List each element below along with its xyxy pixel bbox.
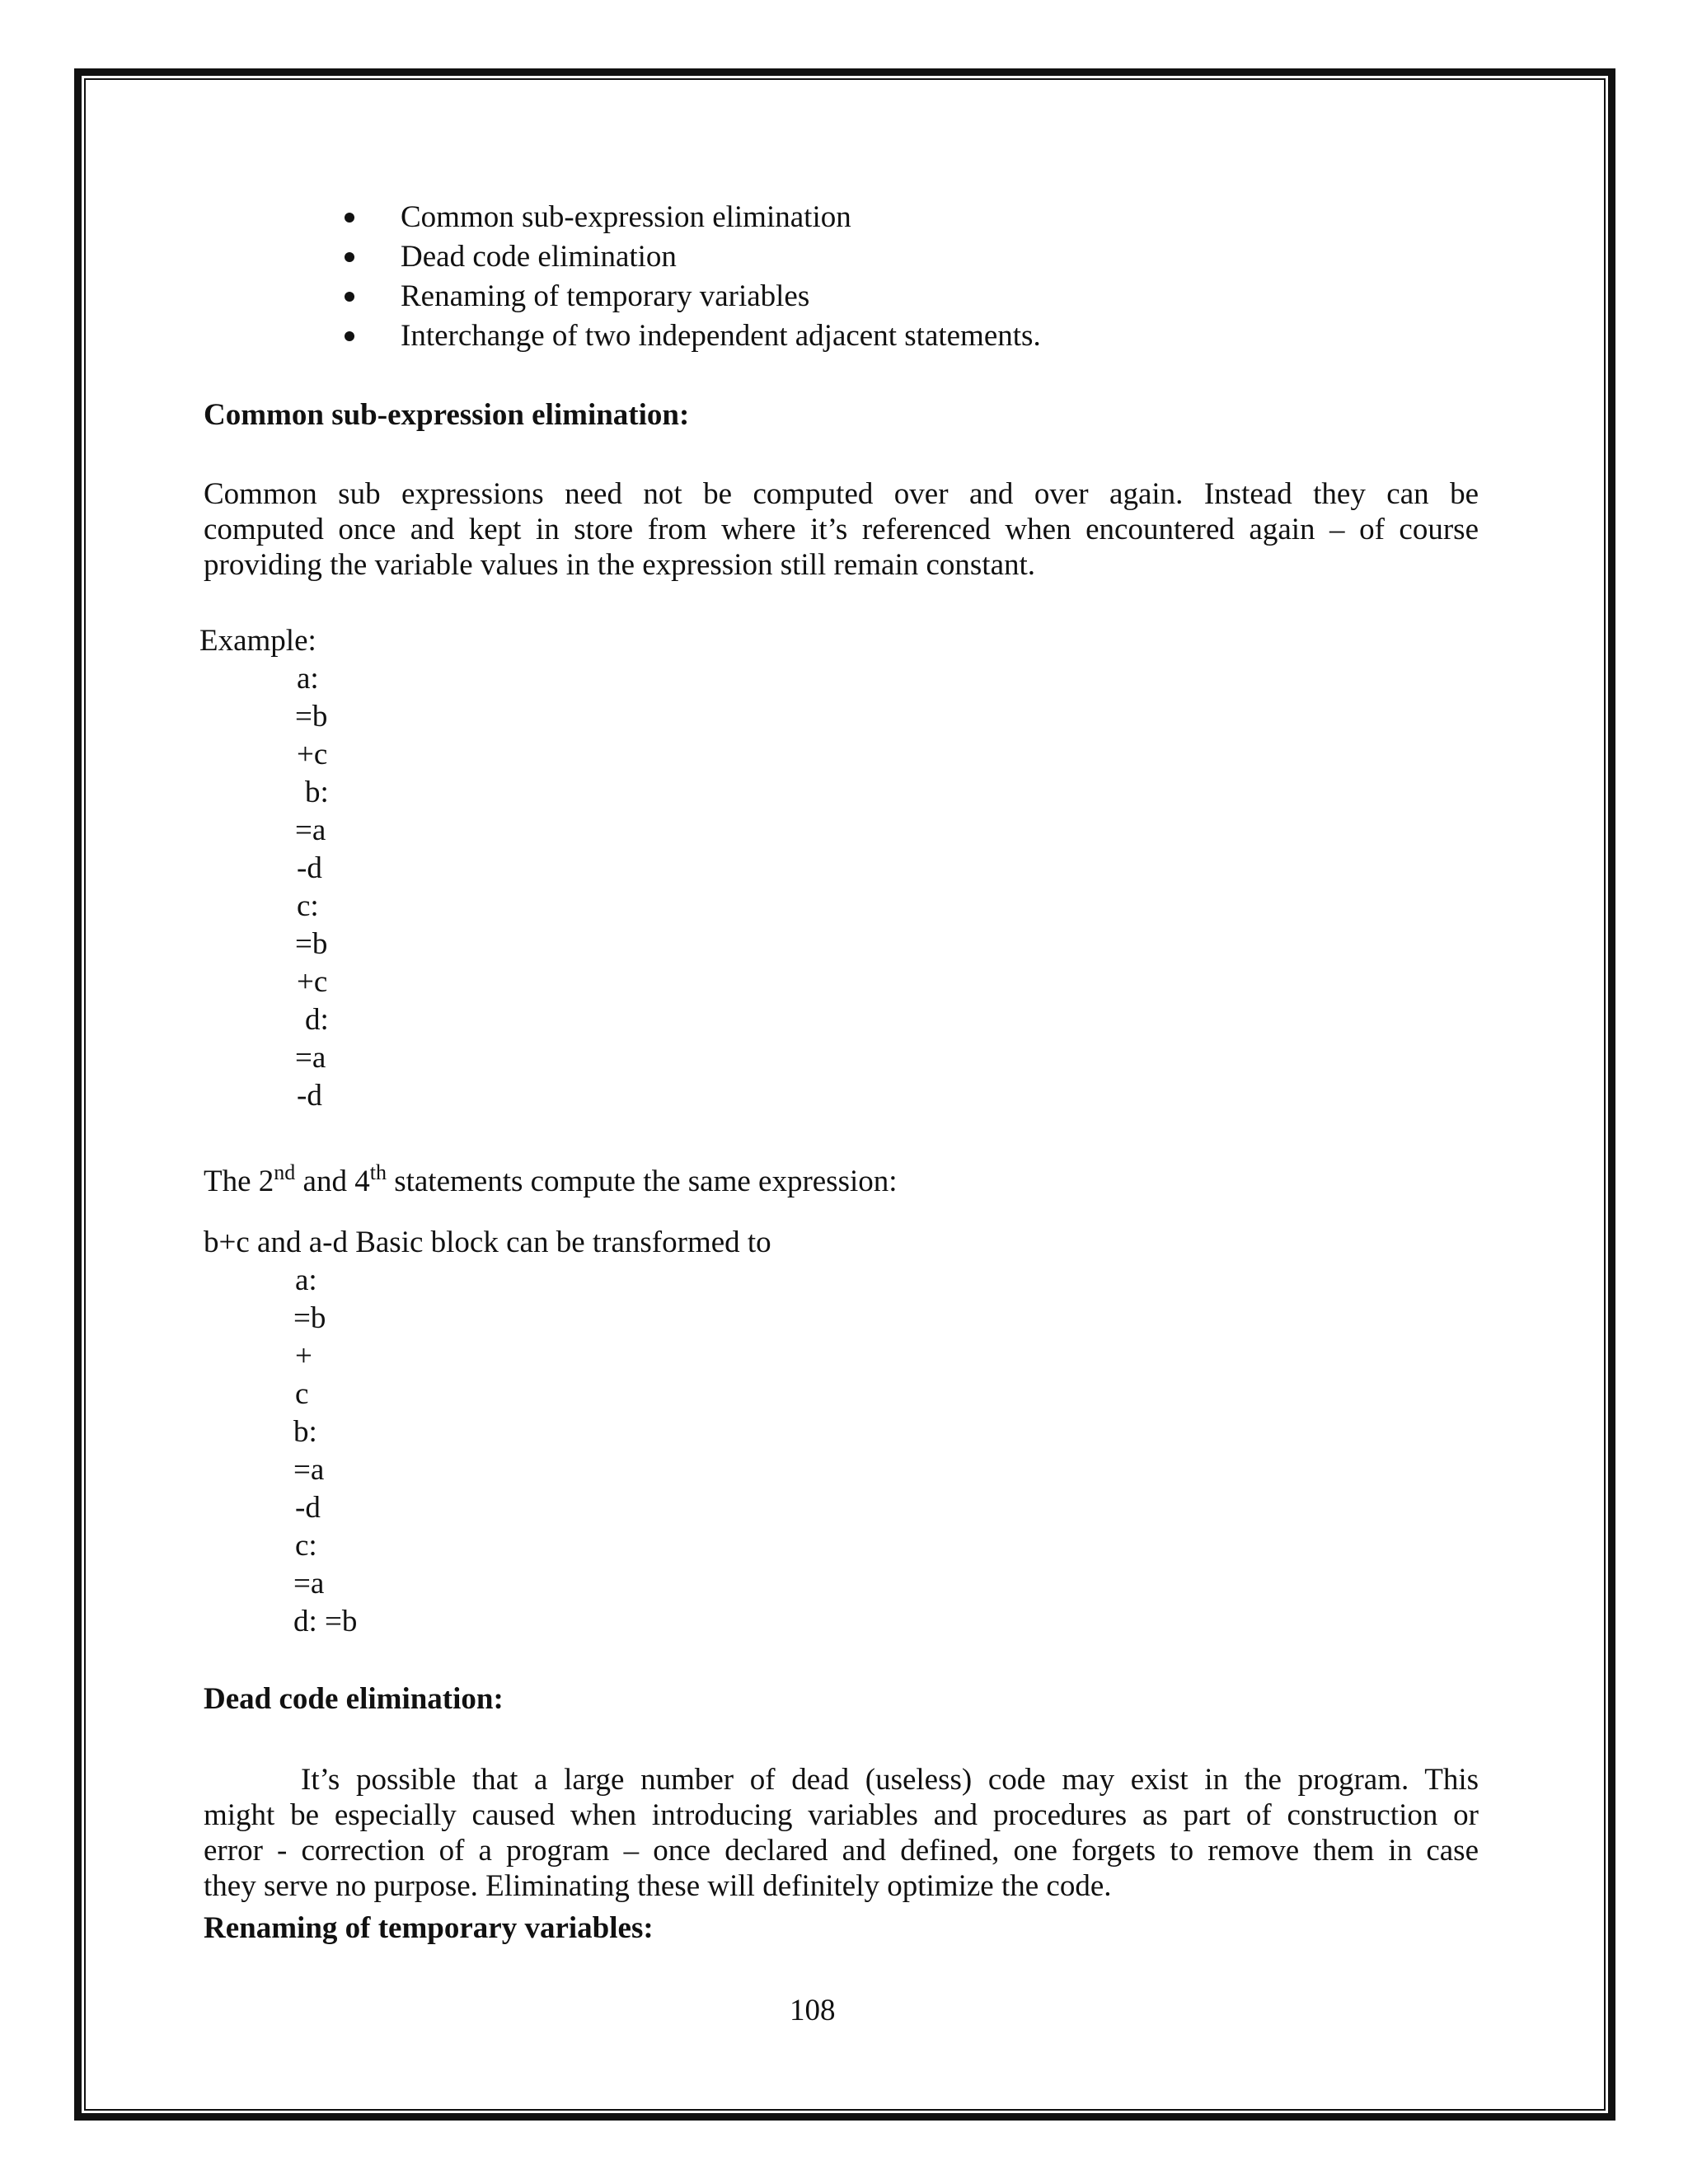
example-label: Example: xyxy=(199,624,316,658)
statement-sup-th: th xyxy=(369,1160,387,1184)
code-line: c: xyxy=(295,1529,317,1563)
code-line: =a xyxy=(295,1041,326,1075)
code-line: b: xyxy=(293,1415,317,1449)
bullet-icon xyxy=(345,213,354,223)
bullet-item: Interchange of two independent adjacent statements. xyxy=(401,319,1041,353)
section2-paragraph xyxy=(204,1762,1479,1904)
paragraph-line: might be especially caused when introducing variables and procedures as part of construction or xyxy=(204,1798,1479,1832)
paragraph-line: error - correction of a program – once declared and defined, one forgets to remove them in case xyxy=(204,1834,1479,1868)
code-line: -d xyxy=(297,1079,322,1113)
section-heading-renaming: Renaming of temporary variables: xyxy=(204,1911,654,1945)
paragraph-line: computed once and kept in store from where it’s referenced when encountered again – of course xyxy=(204,513,1479,546)
code-line: -d xyxy=(295,1491,321,1525)
code-line: +c xyxy=(297,738,328,771)
transform-line: b+c and a-d Basic block can be transformed to xyxy=(204,1226,771,1259)
code-line: =a xyxy=(295,813,326,847)
paragraph-line: providing the variable values in the expression still remain constant. xyxy=(204,548,1036,582)
code-line: a: xyxy=(295,1263,317,1297)
bullet-icon xyxy=(345,292,354,302)
code-line: + xyxy=(295,1339,312,1373)
bullet-item: Common sub-expression elimination xyxy=(401,200,851,234)
code-line: -d xyxy=(297,851,322,885)
bullet-item: Renaming of temporary variables xyxy=(401,279,810,313)
code-line: =b xyxy=(293,1301,326,1335)
statement-middle: and 4 xyxy=(295,1165,370,1198)
code-line: c xyxy=(295,1377,309,1411)
code-line: =b xyxy=(295,927,328,961)
statement-sup-nd: nd xyxy=(274,1160,296,1184)
code-line: a: xyxy=(297,662,319,696)
paragraph-line: they serve no purpose. Eliminating these will definitely optimize the code. xyxy=(204,1869,1112,1903)
code-line: d: xyxy=(305,1003,329,1037)
code-line: c: xyxy=(297,889,319,923)
section1-paragraph xyxy=(204,476,1479,583)
code-line: +c xyxy=(297,965,328,999)
paragraph-line: It’s possible that a large number of dead (useless) code may exist in the program. This xyxy=(301,1763,1479,1797)
statement-prefix: The 2 xyxy=(204,1165,274,1198)
code-line: =a xyxy=(293,1567,325,1601)
section-heading-dead-code: Dead code elimination: xyxy=(204,1682,504,1716)
paragraph-line: Common sub expressions need not be computed over and over again. Instead they can be xyxy=(204,477,1479,511)
code-line: b: xyxy=(305,776,329,809)
bullet-icon xyxy=(345,331,354,341)
bullet-icon xyxy=(345,252,354,262)
section-heading-common-subexpression: Common sub-expression elimination: xyxy=(204,398,690,432)
bullet-item: Dead code elimination xyxy=(401,240,677,274)
statement-line xyxy=(204,1160,898,1200)
code-line: d: =b xyxy=(293,1605,358,1638)
statement-suffix: statements compute the same expression: xyxy=(386,1165,898,1198)
page-number: 108 xyxy=(790,1994,836,2027)
code-line: =b xyxy=(295,700,328,733)
code-line: =a xyxy=(293,1453,325,1487)
